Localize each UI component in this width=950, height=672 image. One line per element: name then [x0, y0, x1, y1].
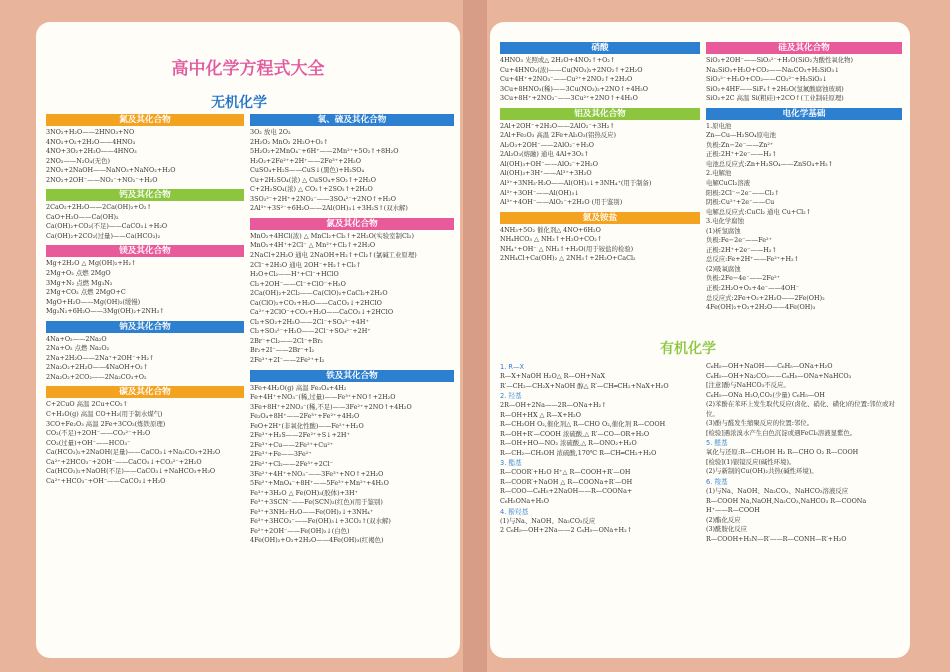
equation-line: 总反应:Fe+2H⁺——Fe²⁺+H₂↑	[706, 255, 799, 264]
equation-line: (1)与Na、NaOH、Na₂CO₃、NaHCO₃溶液反应	[706, 487, 849, 496]
equation-line: 2Br⁻+Cl₂——2Cl⁻+Br₂	[250, 336, 323, 345]
equation-line: 3Fe+8H⁺+2NO₃⁻(稀,不足)——3Fe²⁺+2NO↑+4H₂O	[250, 402, 412, 411]
equation-line: 2Fe³⁺+H₂S——2Fe²⁺+S↓+2H⁺	[250, 431, 350, 440]
equation-line: (2)酯化反应	[706, 515, 741, 524]
equation-line: 2Al+Fe₂O₃ 高温 2Fe+Al₂O₃(铝热反应)	[500, 131, 617, 140]
equation-line: 5H₂O₂+2MnO₄⁻+6H⁺——2Mn²⁺+5O₂↑+8H₂O	[250, 147, 399, 156]
equation-line: Cu+2H₂SO₄(浓) △ CuSO₄+SO₂↑+2H₂O	[250, 175, 376, 184]
section-header: 硝酸	[500, 42, 700, 54]
page-title: 高中化学方程式大全	[171, 59, 325, 79]
equation-line: Ca²⁺+2HCO₃⁻+2OH⁻——CaCO₃↓+CO₃²⁻+2H₂O	[46, 457, 202, 466]
equation-line: Cu+4HNO₃(浓)——Cu(NO₃)₂+2NO₂↑+2H₂O	[500, 65, 643, 74]
equation-line: C₆H₅—ONa H₂O,CO₂(少量) C₆H₅—OH	[706, 390, 825, 399]
equation-line: 3Fe+4H₂O(g) 高温 Fe₃O₄+4H₂	[250, 383, 347, 392]
equation-line: Zn—Cu—H₂SO₄原电池	[706, 131, 776, 140]
equation-line: 2NO₂+2NaOH——NaNO₃+NaNO₂+H₂O	[46, 166, 176, 175]
equation-line: R—OH+R′—COOH 浓硫酸,△ R′—CO—OR+H₂O	[500, 429, 650, 438]
equation-line: 2H₂O₂ MnO₂ 2H₂O+O₂↑	[250, 137, 329, 146]
equation-line: 4NH₃+5O₂ 催化剂△ 4NO+6H₂O	[500, 225, 601, 234]
equation-line: R—COOR′+H₂O H⁺△ R—COOH+R′—OH	[500, 468, 631, 477]
section-header: 电化学基础	[706, 108, 902, 120]
equation-line: 4NO₂+O₂+2H₂O——4HNO₃	[46, 137, 136, 146]
equation-line: R′—CH₂—CH₂X+NaOH 醇△ R′—CH═CH₂+NaX+H₂O	[500, 381, 669, 390]
equation-line: 2 C₆H₅—OH+2Na——2 C₆H₅—ONa+H₂↑	[500, 526, 633, 535]
equation-line: Ca(OH)₂+2CO₂(过量)——Ca(HCO₃)₂	[46, 231, 161, 240]
equation-line: 1.原电池	[706, 121, 732, 130]
equation-line: C₆H₅ONa+H₂O	[500, 497, 549, 506]
equation-line: 2NH₄Cl+Ca(OH)₂ △ 2NH₃↑+2H₂O+CaCl₂	[500, 254, 636, 263]
organic-column-1	[500, 362, 700, 536]
equation-line: Ca(OH)₂+CO₂(不足)——CaCO₃↓+H₂O	[46, 222, 168, 231]
equation-line: 3O₂ 放电 2O₃	[250, 128, 291, 136]
equation-line: (3)酰胺化反应	[706, 525, 748, 534]
equation-line: [检验]遇浓溴水产生白色沉淀或遇FeCl₃溶液显紫色。	[706, 428, 857, 437]
equation-line: Al³⁺+4OH⁻——AlO₂⁻+2H₂O (用于鉴别)	[500, 198, 623, 207]
equation-line: 电解CuCl₂溶液	[706, 179, 751, 188]
equation-line: 2Cl⁻+2H₂O 通电 2OH⁻+H₂↑+Cl₂↑	[250, 260, 362, 269]
equation-line: Fe+4H⁺+NO₃⁻(稀,过量)——Fe³⁺+NO↑+2H₂O	[250, 393, 396, 402]
equation-line: 2Al₂O₃(熔融) 通电 4Al+3O₂↑	[500, 150, 590, 159]
equation-line: Fe²⁺+2OH⁻——Fe(OH)₂↓(白色)	[250, 526, 350, 535]
equation-line: 2NaCl+2H₂O 通电 2NaOH+H₂↑+Cl₂↑(氯碱工业原理)	[250, 251, 417, 260]
equation-line: Fe³⁺+3H₂O △ Fe(OH)₃(胶体)+3H⁺	[250, 488, 358, 497]
equation-line: (3)酚与醛发生缩聚反应的位置:邻位。	[706, 419, 814, 428]
equation-line: (1)与Na、NaOH、Na₂CO₃反应	[500, 516, 596, 525]
equation-line: Mg₃N₂+6H₂O——3Mg(OH)₂+2NH₃↑	[46, 307, 165, 316]
equation-line: CaO+H₂O——Ca(OH)₂	[46, 212, 119, 221]
equation-line: R—COOR′+NaOH △ R—COONa+R′—OH	[500, 477, 633, 486]
equation-line: 电池总反应式:Zn+H₂SO₄——ZnSO₄+H₂↑	[706, 159, 834, 168]
equation-line: Al³⁺+3NH₃·H₂O——Al(OH)₃↓+3NH₄⁺(用于制备)	[500, 179, 652, 188]
equation-line: Al³⁺+3OH⁻——Al(OH)₃↓	[500, 188, 580, 197]
equation-line: Fe₃O₄+8H⁺——2Fe³⁺+Fe²⁺+4H₂O	[250, 412, 360, 421]
inorganic-panel	[36, 22, 460, 658]
equation-line: R—COO—C₆H₅+2NaOH——R—COONa+	[500, 487, 633, 496]
equation-line: Cl₂+SO₃²⁻+H₂O——2Cl⁻+SO₄²⁻+2H⁺	[250, 327, 371, 336]
organic-section-label: 5. 醛基	[706, 439, 728, 448]
equation-line: 5Fe²⁺+MnO₄⁻+8H⁺——5Fe³⁺+Mn²⁺+4H₂O	[250, 479, 389, 488]
section-header: 硅及其化合物	[706, 42, 902, 54]
equation-line: C₆H₅—OH+NaOH——C₆H₅—ONa+H₂O	[706, 362, 833, 370]
equation-line: 4Fe(OH)₂+O₂+2H₂O——4Fe(OH)₃(红褐色)	[250, 536, 384, 545]
section-header: 钙及其化合物	[46, 189, 244, 201]
inorganic-column-2	[250, 110, 454, 546]
right-panel	[490, 22, 910, 658]
section-header: 铝及其化合物	[500, 108, 700, 120]
equation-line: 负极:Fe−2e⁻——Fe²⁺	[706, 236, 772, 245]
organic-section-label: 2. 羟基	[500, 392, 522, 401]
equation-line: 2Fe³⁺+Fe——3Fe²⁺	[250, 450, 312, 459]
equation-line: Br₂+2I⁻——2Br⁻+I₂	[250, 346, 315, 355]
section-header: 氮及其化合物	[46, 114, 244, 126]
equation-line: FeO+2H⁺(非氧化性酸)——Fe²⁺+H₂O	[250, 421, 364, 430]
organic-column-2	[706, 362, 902, 544]
equation-line: SiO₃²⁻+H₂O+CO₂——CO₃²⁻+H₂SiO₃↓	[706, 75, 828, 84]
section-header: 镁及其化合物	[46, 245, 244, 257]
equation-line: R—COOH Na,NaOH,Na₂CO₃,NaHCO₃ R—COONa	[706, 496, 867, 505]
equation-line: CO₂(过量)+OH⁻——HCO₃⁻	[46, 438, 131, 447]
equation-line: MgO+H₂O——Mg(OH)₂(缓慢)	[46, 297, 141, 306]
equation-line: SiO₂+4HF——SiF₄↑+2H₂O(氢氟酸腐蚀玻璃)	[706, 84, 844, 93]
equation-line: [检验](1)银镜反应(碱性环境)。	[706, 457, 796, 466]
nitric-aluminum-column	[500, 38, 700, 264]
equation-line: 正极:2H⁺+2e⁻——H₂↑	[706, 150, 777, 159]
equation-line: 2Na₂O₂+2CO₂——2Na₂CO₃+O₂	[46, 372, 147, 381]
equation-line: 2Fe³⁺+2I⁻——2Fe²⁺+I₂	[250, 356, 325, 365]
equation-line: 2Ca(OH)₂+2Cl₂——Ca(ClO)₂+CaCl₂+2H₂O	[250, 289, 388, 298]
equation-line: R—OH+HO—NO₂ 浓硫酸,△ R—ONO₂+H₂O	[500, 439, 637, 448]
equation-line: 总反应式:2Fe+O₂+2H₂O——2Fe(OH)₂	[706, 293, 825, 302]
equation-line: C+2CuO 高温 2Cu+CO₂↑	[46, 400, 128, 409]
section-header: 氧、硫及其化合物	[250, 114, 454, 126]
equation-line: SiO₂+2C 高温 Si(粗硅)+2CO↑(工业制硅原理)	[706, 94, 844, 103]
equation-line: NH₄HCO₃ △ NH₃↑+H₂O+CO₂↑	[500, 235, 603, 244]
equation-line: 3NO₂+H₂O——2HNO₃+NO	[46, 128, 135, 136]
organic-section-label: 4. 酚羟基	[500, 507, 529, 516]
equation-line: (2)与新制的Cu(OH)₂共热(碱性环境)。	[706, 467, 818, 476]
equation-line: Cu+4H⁺+2NO₃⁻——Cu²⁺+2NO₂↑+2H₂O	[500, 75, 633, 84]
equation-line: SiO₂+2OH⁻——SiO₃²⁻+H₂O(SiO₂为酸性氧化物)	[706, 56, 854, 64]
equation-line: CO₂(不足)+2OH⁻——CO₃²⁻+H₂O	[46, 429, 151, 438]
equation-line: 正极:2H₂O+O₂+4e⁻——4OH⁻	[706, 284, 800, 293]
equation-line: [注意]酚与NaHCO₃不反应。	[706, 381, 790, 390]
equation-line: 阴极:Cu²⁺+2e⁻——Cu	[706, 198, 775, 207]
equation-line: H₂O+Cl₂——H⁺+Cl⁻+HClO	[250, 270, 339, 279]
equation-line: R—CH₂OH O₂,催化剂△ R—CHO O₂,催化剂 R—COOH	[500, 420, 666, 429]
equation-line: Fe³⁺+3HCO₃⁻——Fe(OH)₃↓+3CO₂↑(双水解)	[250, 517, 391, 526]
equation-line: 正极:2H⁺+2e⁻——H₂↑	[706, 245, 777, 254]
section-header: 铁及其化合物	[250, 370, 454, 382]
equation-line: 3Fe²⁺+4H⁺+NO₃⁻——3Fe³⁺+NO↑+2H₂O	[250, 469, 384, 478]
organic-section-label: 1. R—X	[500, 363, 525, 371]
equation-line: Cl₂+2OH⁻——Cl⁻+ClO⁻+H₂O	[250, 279, 346, 288]
equation-line: 3Cu+8H⁺+2NO₃⁻——3Cu²⁺+2NO↑+4H₂O	[500, 94, 638, 103]
organic-section-label: 3. 酯基	[500, 459, 522, 468]
section-header: 钠及其化合物	[46, 321, 244, 333]
equation-line: H⁺——R—COOH	[706, 506, 760, 515]
equation-line: Na₂SiO₃+H₂O+CO₂——Na₂CO₃+H₂SiO₃↓	[706, 65, 840, 74]
silicon-electrochem-column	[706, 38, 902, 313]
section-header: 氨及铵盐	[500, 212, 700, 224]
equation-line: 4NO+3O₂+2H₂O——4HNO₃	[46, 147, 137, 156]
equation-line: 2Na₂O₂+2H₂O——4NaOH+O₂↑	[46, 363, 149, 372]
equation-line: 2NO₂+2OH⁻——NO₃⁻+NO₂⁻+H₂O	[46, 175, 158, 184]
equation-line: 2CaO₂+2H₂O——2Ca(OH)₂+O₂↑	[46, 203, 152, 212]
organic-section-label: 6. 羧基	[706, 478, 728, 487]
equation-line: 3CO+Fe₂O₃ 高温 2Fe+3CO₂(炼铁原理)	[46, 419, 166, 428]
equation-line: 2Al³⁺+3S²⁻+6H₂O——2Al(OH)₃↓+3H₂S↑(双水解)	[250, 204, 408, 213]
equation-line: 负极:Zn−2e⁻——Zn²⁺	[706, 140, 774, 149]
equation-line: 4Na+O₂——2Na₂O	[46, 334, 107, 343]
equation-line: 2Na+2H₂O——2Na⁺+2OH⁻+H₂↑	[46, 353, 155, 362]
equation-line: (2)苯酚在苯环上发生取代反应(卤化、硝化、磺化)的位置:邻位或对位。	[706, 400, 895, 418]
equation-line: 3SO₃²⁻+2H⁺+2NO₃⁻——3SO₄²⁻+2NO↑+H₂O	[250, 194, 397, 203]
equation-line: 负极:2Fe−4e⁻——2Fe²⁺	[706, 274, 781, 283]
equation-line: C+2H₂SO₄(浓) △ CO₂↑+2SO₂↑+2H₂O	[250, 185, 373, 194]
equation-line: 2Fe²⁺+Cl₂——2Fe³⁺+2Cl⁻	[250, 459, 334, 468]
equation-line: 2.电解池	[706, 169, 732, 178]
equation-line: 2R—OH+2Na——2R—ONa+H₂↑	[500, 401, 607, 410]
equation-line: Ca(HCO₃)₂+NaOH(不足)——CaCO₃↓+NaHCO₃+H₂O	[46, 467, 216, 476]
equation-line: 2Mg+CO₂ 点燃 2MgO+C	[46, 288, 126, 297]
equation-line: Fe³⁺+3SCN⁻——Fe(SCN)₃(红色)(用于鉴别)	[250, 498, 383, 507]
equation-line: Ca²⁺+2ClO⁻+CO₂+H₂O——CaCO₃↓+2HClO	[250, 308, 394, 317]
section-header: 氯及其化合物	[250, 218, 454, 230]
equation-line: C+H₂O(g) 高温 CO+H₂(用于制水煤气)	[46, 410, 163, 419]
equation-line: R—COOH+H₂N—R′——R—CONH—R′+H₂O	[706, 534, 847, 543]
section-header: 碳及其化合物	[46, 386, 244, 398]
equation-line: 2Al+2OH⁻+2H₂O——2AlO₂⁻+3H₂↑	[500, 121, 615, 130]
inorganic-subtitle: 无机化学	[211, 95, 267, 111]
equation-line: R—X+NaOH H₂O△ R—OH+NaX	[500, 372, 605, 380]
equation-line: R—OH+HX △ R—X+H₂O	[500, 410, 581, 419]
equation-line: 2NO₂——N₂O₄(无色)	[46, 156, 110, 165]
equation-line: Al₂O₃+2OH⁻——2AlO₂⁻+H₂O	[500, 140, 595, 149]
equation-line: 2Fe³⁺+Cu——2Fe²⁺+Cu²⁺	[250, 440, 334, 449]
equation-line: 4HNO₃ 光照或△ 2H₂O+4NO₂↑+O₂↑	[500, 56, 616, 64]
equation-line: H₂O₂+2Fe²⁺+2H⁺——2Fe³⁺+2H₂O	[250, 156, 361, 165]
equation-line: 4Fe(OH)₂+O₂+2H₂O——4Fe(OH)₃	[706, 303, 816, 312]
equation-line: Ca(HCO₃)₂+2NaOH(足量)——CaCO₃↓+Na₂CO₃+2H₂O	[46, 448, 221, 457]
equation-line: C₆H₅—OH+Na₂CO₃——C₆H₅—ONa+NaHCO₃	[706, 371, 852, 380]
equation-line: 2Na+O₂ 点燃 Na₂O₂	[46, 344, 110, 353]
equation-line: Fe³⁺+3NH₃·H₂O——Fe(OH)₃↓+3NH₄⁺	[250, 507, 374, 516]
equation-line: MnO₂+4HCl(浓) △ MnCl₂+Cl₂↑+2H₂O(实验室制Cl₂)	[250, 231, 414, 240]
equation-line: Ca²⁺+HCO₃⁻+OH⁻——CaCO₃↓+H₂O	[46, 476, 166, 485]
equation-line: 2Mg+O₂ 点燃 2MgO	[46, 269, 111, 278]
equation-line: Ca(ClO)₂+CO₂+H₂O——CaCO₃↓+2HClO	[250, 298, 382, 307]
equation-line: 氧化与还原:R—CH₂OH H₂ R—CHO O₂ R—COOH	[706, 448, 859, 457]
equation-line: 3.电化学腐蚀	[706, 217, 745, 226]
inorganic-column-1	[46, 110, 244, 486]
equation-line: 电解总反应式:CuCl₂ 通电 Cu+Cl₂↑	[706, 207, 812, 216]
equation-line: Mg+2H₂O △ Mg(OH)₂+H₂↑	[46, 259, 137, 268]
equation-line: MnO₂+4H⁺+2Cl⁻ △ Mn²⁺+Cl₂↑+2H₂O	[250, 241, 376, 250]
equation-line: 阳极:2Cl⁻−2e⁻——Cl₂↑	[706, 188, 780, 197]
page-fold	[463, 0, 487, 672]
equation-line: (1)析氢腐蚀	[706, 226, 741, 235]
equation-line: 3Mg+N₂ 点燃 Mg₃N₂	[46, 278, 113, 287]
equation-line: Al(OH)₃+3H⁺——Al³⁺+3H₂O	[500, 169, 592, 178]
equation-line: NH₄⁺+OH⁻ △ NH₃↑+H₂O(用于铵盐的检验)	[500, 244, 634, 253]
equation-line: R—CH₂—CH₂OH 浓硫酸,170℃ R—CH═CH₂+H₂O	[500, 448, 657, 457]
equation-line: Al(OH)₃+OH⁻——AlO₂⁻+2H₂O	[500, 159, 598, 168]
organic-subtitle: 有机化学	[660, 341, 716, 357]
equation-line: 3Cu+8HNO₃(稀)——3Cu(NO₃)₂+2NO↑+4H₂O	[500, 84, 649, 93]
equation-line: (2)吸氧腐蚀	[706, 264, 741, 273]
equation-line: Cl₂+SO₂+2H₂O——2Cl⁻+SO₄²⁻+4H⁺	[250, 317, 369, 326]
equation-line: CuSO₄+H₂S——CuS↓(黑色)+H₂SO₄	[250, 166, 365, 175]
